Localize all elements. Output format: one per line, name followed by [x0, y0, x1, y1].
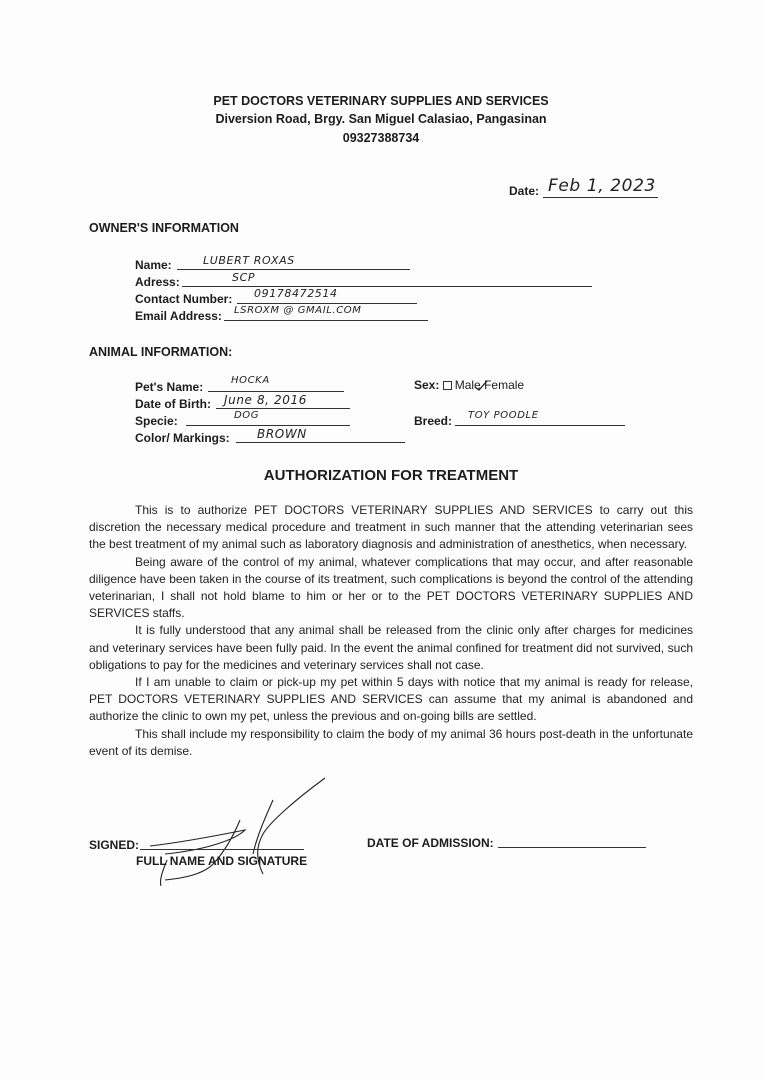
sex-male-label: Male	[454, 378, 481, 392]
date-label: Date:	[509, 184, 540, 198]
authorization-title: AUTHORIZATION FOR TREATMENT	[263, 467, 519, 484]
signature-line	[140, 849, 304, 850]
owner-heading: OWNER'S INFORMATION	[89, 221, 239, 235]
male-checkbox[interactable]	[443, 381, 452, 390]
clinic-address: Diversion Road, Brgy. San Miguel Calasiao, Pangasinan	[215, 112, 547, 126]
paragraph-payment: It is fully understood that any animal shall be released from the clinic only after charges for medicines and veterinary services have been fully paid. In the event the animal confined for treatment did not survived, such obligations to pay for the medicines and veterinary services shall not case.	[89, 623, 693, 672]
owner-address-value: SCP	[232, 271, 256, 284]
authorization-body	[89, 502, 693, 760]
clinic-name: PET DOCTORS VETERINARY SUPPLIES AND SERVICES	[213, 94, 549, 108]
clinic-phone: 09327388734	[342, 131, 420, 145]
dob-label: Date of Birth:	[135, 397, 211, 411]
date-underline	[543, 197, 658, 198]
breed-line	[455, 425, 625, 426]
owner-name-line	[177, 269, 410, 270]
sex-label: Sex:	[414, 378, 440, 392]
owner-email-line	[224, 320, 428, 321]
owner-contact-label: Contact Number:	[135, 292, 233, 306]
signed-label: SIGNED:	[89, 838, 140, 852]
paragraph-complications: Being aware of the control of my animal, whatever complications that may occur, and after reasonable diligence have been taken in the course of its treatment, such complications is beyond the control of the attending veterinarian, I shall not hold blame to him or her or to the PET DOCTORS VETERINARY SUPPLIES AND SERVICES staffs.	[89, 554, 693, 621]
sex-field	[414, 378, 524, 392]
owner-address-line	[182, 286, 592, 287]
specie-value: DOG	[234, 410, 260, 421]
breed-value: TOY POODLE	[468, 410, 539, 421]
breed-label: Breed:	[414, 414, 453, 428]
paragraph-authorize: This is to authorize PET DOCTORS VETERINARY SUPPLIES AND SERVICES to carry out this discretion the necessary medical procedure and treatment in such manner that the attending veterinarian sees the best treatment of my animal such as laboratory diagnosis and administration of anesthetics, when necessary.	[89, 503, 693, 552]
pet-name-value: HOCKA	[231, 375, 270, 386]
animal-heading: ANIMAL INFORMATION:	[89, 345, 233, 359]
owner-name-label: Name:	[135, 258, 172, 272]
admission-label: DATE OF ADMISSION:	[367, 836, 494, 850]
owner-address-label: Adress:	[135, 275, 180, 289]
specie-label: Specie:	[135, 414, 178, 428]
owner-email-label: Email Address:	[135, 309, 222, 323]
owner-contact-value: 09178472514	[254, 287, 338, 300]
paragraph-demise: This shall include my responsibility to claim the body of my animal 36 hours post-death in the unfortunate event of its demise.	[89, 726, 693, 758]
date-value: Feb 1, 2023	[548, 176, 656, 196]
dob-value: June 8, 2016	[224, 393, 307, 407]
specie-line	[186, 425, 350, 426]
color-value: BROWN	[257, 427, 307, 441]
paragraph-abandonment: If I am unable to claim or pick-up my pet within 5 days with notice that my animal is ready for release, PET DOCTORS VETERINARY SUPPLIES AND SERVICES can assume that my animal is abandoned and authorize the clinic to own my pet, unless the previous and on-going bills are settled.	[89, 675, 693, 724]
signature-caption: FULL NAME AND SIGNATURE	[136, 854, 308, 868]
sex-female-label: Female	[484, 378, 525, 392]
signature-drawing	[145, 770, 345, 890]
owner-contact-line	[237, 303, 417, 304]
admission-line	[498, 847, 646, 848]
pet-name-line	[208, 391, 344, 392]
pet-name-label: Pet's Name:	[135, 380, 204, 394]
color-label: Color/ Markings:	[135, 431, 230, 445]
owner-email-value: LSROXM @ GMAIL.COM	[234, 305, 362, 316]
owner-name-value: LUBERT ROXAS	[203, 254, 295, 267]
color-line	[236, 442, 405, 443]
dob-line	[216, 408, 350, 409]
